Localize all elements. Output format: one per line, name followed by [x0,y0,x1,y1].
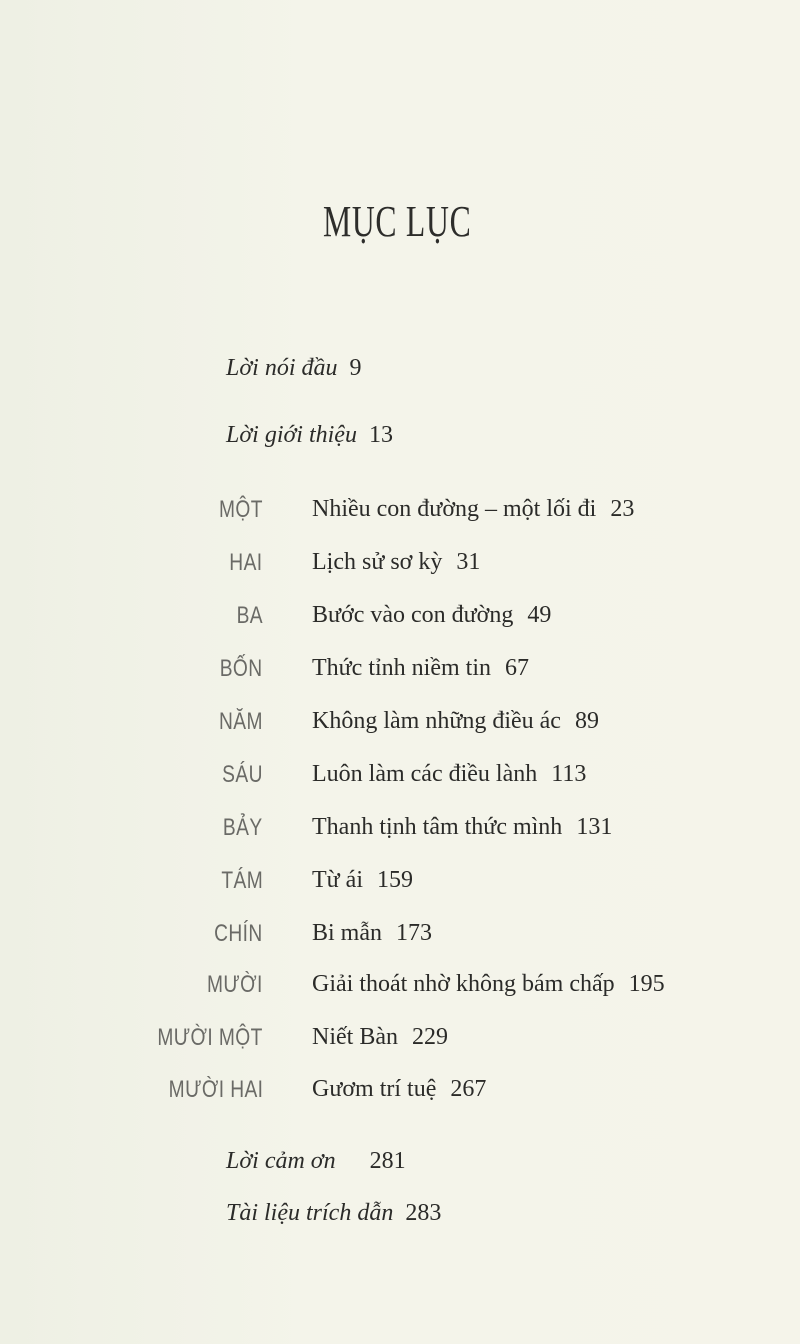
chapter-page: 131 [576,814,613,840]
chapter-entry [312,814,612,841]
chapter-title: Thức tỉnh niềm tin [312,655,491,681]
chapter-entry [312,549,480,576]
entry-label: Lời cảm ơn [226,1148,336,1174]
toc-chapter-row [0,1076,800,1110]
chapter-number: MƯỜI MỘT [157,1024,263,1051]
entry-page: 281 [369,1148,406,1174]
toc-front-entry [226,422,393,449]
chapter-page: 159 [377,867,413,893]
toc-chapter-row [0,761,800,795]
toc-chapter-row [0,867,800,901]
page-title: MỤC LỤC [322,197,472,246]
chapter-entry [312,971,665,998]
chapter-entry [312,1024,448,1051]
chapter-page: 89 [574,708,599,734]
chapter-number: MỘT [219,496,263,523]
chapter-title: Từ ái [312,867,363,893]
chapter-number: TÁM [221,867,263,894]
chapter-page: 67 [504,655,529,681]
chapter-title: Bước vào con đường [312,602,514,628]
chapter-page: 195 [628,971,665,997]
entry-page: 13 [368,422,393,448]
entry-label: Lời giới thiệu [226,422,357,448]
chapter-page: 49 [527,602,552,628]
chapter-entry [312,496,634,523]
toc-chapter-row [0,655,800,689]
chapter-number: NĂM [219,708,263,735]
toc-chapter-row [0,1024,800,1058]
chapter-page: 113 [551,761,587,787]
toc-chapter-row [0,496,800,530]
toc-chapter-row [0,602,800,636]
entry-page: 9 [349,355,362,381]
chapter-number: BẢY [223,814,263,841]
chapter-title: Bi mẫn [312,920,382,946]
chapter-page: 229 [411,1024,448,1050]
chapter-number: CHÍN [214,920,263,947]
entry-label: Tài liệu trích dẫn [226,1200,394,1226]
chapter-number: HAI [229,549,263,576]
toc-chapter-row [0,971,800,1005]
chapter-entry [312,867,413,894]
chapter-number: SÁU [222,761,263,788]
chapter-title: Không làm những điều ác [312,708,561,734]
toc-chapter-row [0,920,800,954]
chapter-title: Gươm trí tuệ [312,1076,437,1102]
chapter-entry [312,1076,486,1103]
toc-front-entry [226,355,362,382]
toc-back-entry [226,1200,441,1227]
chapter-page: 173 [396,920,432,946]
chapter-title: Thanh tịnh tâm thức mình [312,814,563,840]
chapter-entry [312,708,599,735]
chapter-number: MƯỜI HAI [168,1076,263,1103]
chapter-entry [312,602,551,629]
chapter-page: 23 [610,496,635,522]
chapter-title: Giải thoát nhờ không bám chấp [312,971,615,997]
chapter-page: 267 [450,1076,487,1102]
chapter-title: Lịch sử sơ kỳ [312,549,443,575]
entry-page: 283 [405,1200,442,1226]
chapter-page: 31 [456,549,481,575]
toc-back-entry [226,1148,406,1175]
chapter-entry [312,920,432,947]
chapter-entry [312,761,586,788]
chapter-title: Niết Bàn [312,1024,398,1050]
entry-label: Lời nói đầu [226,355,338,381]
chapter-number: MƯỜI [207,971,263,998]
chapter-number: BỐN [220,655,263,682]
chapter-entry [312,655,529,682]
chapter-title: Nhiều con đường – một lối đi [312,496,597,522]
toc-chapter-row [0,814,800,848]
chapter-number: BA [236,602,263,629]
toc-chapter-row [0,708,800,742]
toc-chapter-row [0,549,800,583]
chapter-title: Luôn làm các điều lành [312,761,538,787]
